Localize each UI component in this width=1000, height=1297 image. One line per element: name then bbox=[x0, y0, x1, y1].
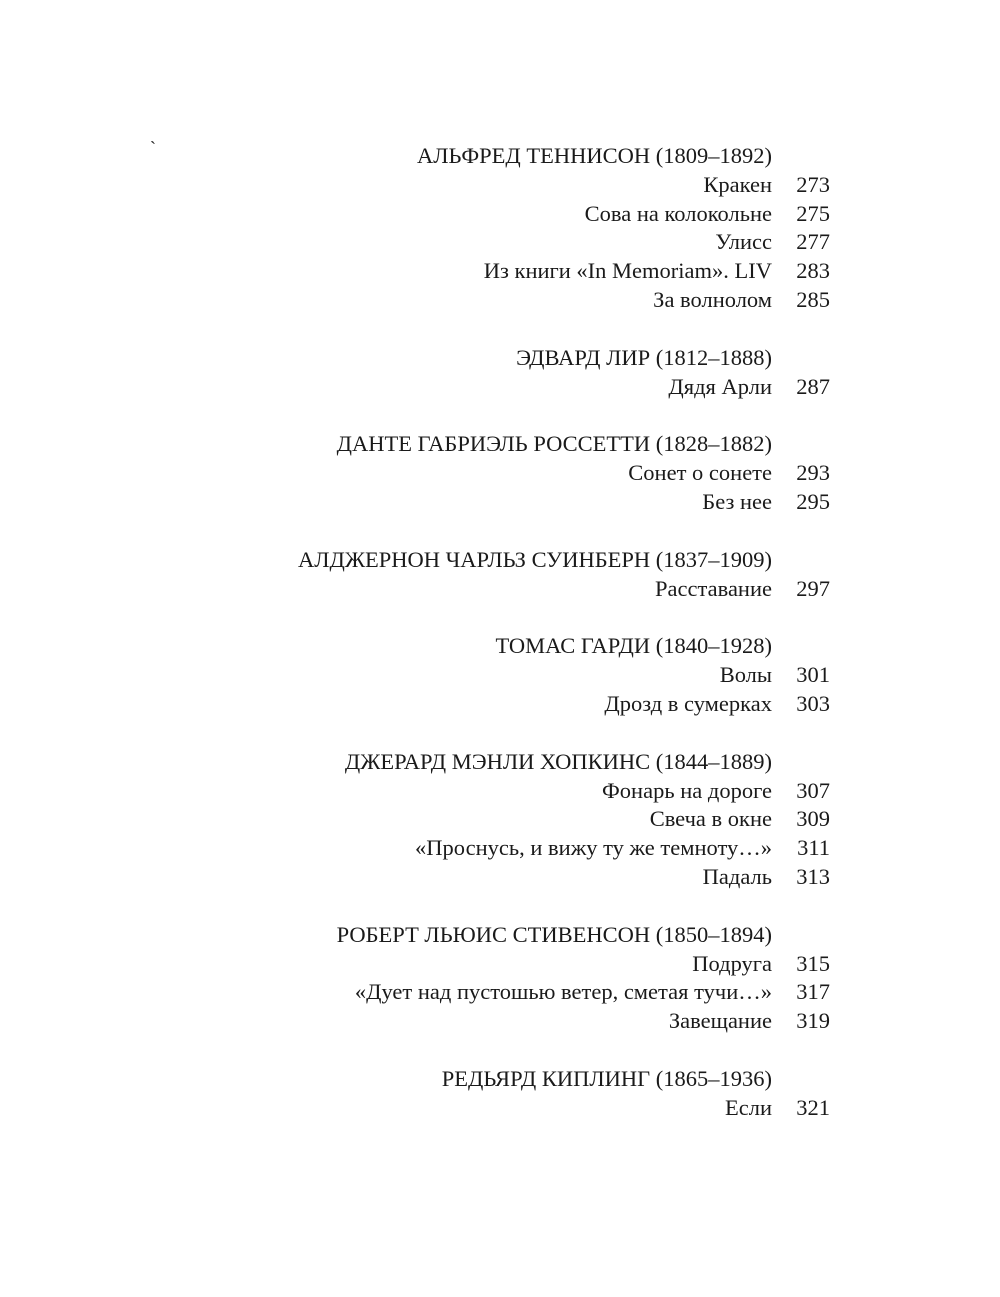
entry-title: Улисс bbox=[715, 229, 772, 255]
toc-section bbox=[0, 344, 1000, 402]
entry-title: Завещание bbox=[668, 1008, 772, 1034]
entry-title: Подруга bbox=[692, 950, 772, 976]
stray-mark: ` bbox=[150, 138, 156, 158]
entry-title: Из книги «In Memoriam». LIV bbox=[483, 258, 772, 284]
page-number: 321 bbox=[796, 1094, 830, 1120]
author-heading: РЕДЬЯРД КИПЛИНГ (1865–1936) bbox=[441, 1065, 772, 1091]
toc-section bbox=[0, 142, 1000, 315]
toc-entry bbox=[0, 171, 1000, 200]
toc-entry bbox=[0, 257, 1000, 286]
page-number: 275 bbox=[796, 200, 830, 226]
toc-entry bbox=[0, 373, 1000, 402]
toc-entry bbox=[0, 863, 1000, 892]
toc-section bbox=[0, 430, 1000, 516]
author-heading: ДАНТЕ ГАБРИЭЛЬ РОССЕТТИ (1828–1882) bbox=[336, 431, 772, 457]
author-heading: ДЖЕРАРД МЭНЛИ ХОПКИНС (1844–1889) bbox=[344, 748, 772, 774]
author-row bbox=[0, 344, 1000, 373]
author-row bbox=[0, 748, 1000, 777]
toc-entry bbox=[0, 777, 1000, 806]
entry-title: Сова на колокольне bbox=[584, 200, 772, 226]
page-number: 277 bbox=[796, 229, 830, 255]
toc-section bbox=[0, 1065, 1000, 1123]
toc-entry bbox=[0, 978, 1000, 1007]
entry-title: Дрозд в сумерках bbox=[604, 690, 772, 716]
page-number: 309 bbox=[796, 806, 830, 832]
page-number: 287 bbox=[796, 373, 830, 399]
author-heading: АЛДЖЕРНОН ЧАРЛЬЗ СУИНБЕРН (1837–1909) bbox=[298, 546, 772, 572]
page-number: 317 bbox=[796, 979, 830, 1005]
toc-section bbox=[0, 921, 1000, 1036]
entry-title: Фонарь на дороге bbox=[602, 777, 772, 803]
page-number: 285 bbox=[796, 286, 830, 312]
page-number: 319 bbox=[796, 1008, 830, 1034]
toc-entry bbox=[0, 488, 1000, 517]
entry-title: Сонет о сонете bbox=[628, 460, 772, 486]
entry-title: Свеча в окне bbox=[649, 806, 772, 832]
page-number: 283 bbox=[796, 258, 830, 284]
page-number: 307 bbox=[796, 777, 830, 803]
toc-entry bbox=[0, 1007, 1000, 1036]
author-row bbox=[0, 430, 1000, 459]
toc-entry bbox=[0, 690, 1000, 719]
entry-title: Кракен bbox=[703, 171, 772, 197]
author-row bbox=[0, 1065, 1000, 1094]
author-heading: ЭДВАРД ЛИР (1812–1888) bbox=[516, 344, 772, 370]
toc-entry bbox=[0, 834, 1000, 863]
toc-entry bbox=[0, 575, 1000, 604]
author-row bbox=[0, 632, 1000, 661]
entry-title: За волнолом bbox=[653, 286, 772, 312]
page-number: 273 bbox=[796, 171, 830, 197]
author-heading: АЛЬФРЕД ТЕННИСОН (1809–1892) bbox=[416, 143, 772, 168]
entry-title: Падаль bbox=[702, 863, 772, 889]
page-number: 301 bbox=[796, 662, 830, 688]
toc-section bbox=[0, 748, 1000, 892]
entry-title: Дядя Арли bbox=[668, 373, 772, 399]
toc-entry bbox=[0, 1094, 1000, 1123]
entry-title: «Дует над пустошью ветер, сметая тучи…» bbox=[354, 979, 772, 1005]
author-heading: РОБЕРТ ЛЬЮИС СТИВЕНСОН (1850–1894) bbox=[336, 921, 772, 947]
entry-title: Расставание bbox=[655, 575, 772, 601]
toc-section bbox=[0, 546, 1000, 604]
author-heading: ТОМАС ГАРДИ (1840–1928) bbox=[495, 633, 772, 659]
page-number: 311 bbox=[797, 835, 830, 861]
toc-entry bbox=[0, 950, 1000, 979]
toc-entry bbox=[0, 661, 1000, 690]
author-row bbox=[0, 546, 1000, 575]
page-number: 297 bbox=[796, 575, 830, 601]
toc-section bbox=[0, 632, 1000, 718]
entry-title: «Проснусь, и вижу ту же темноту…» bbox=[415, 835, 772, 861]
toc-entry bbox=[0, 459, 1000, 488]
entry-title: Если bbox=[725, 1094, 772, 1120]
page-number: 315 bbox=[796, 950, 830, 976]
author-row bbox=[0, 921, 1000, 950]
entry-title: Без нее bbox=[702, 488, 772, 514]
toc-entry bbox=[0, 805, 1000, 834]
entry-title: Волы bbox=[719, 662, 772, 688]
page-number: 303 bbox=[796, 690, 830, 716]
toc-entry bbox=[0, 286, 1000, 315]
toc-entry bbox=[0, 200, 1000, 229]
page-number: 295 bbox=[796, 488, 830, 514]
page-number: 293 bbox=[796, 460, 830, 486]
page-number: 313 bbox=[796, 863, 830, 889]
table-of-contents bbox=[0, 142, 1000, 1152]
toc-entry bbox=[0, 228, 1000, 257]
author-row bbox=[0, 142, 1000, 171]
